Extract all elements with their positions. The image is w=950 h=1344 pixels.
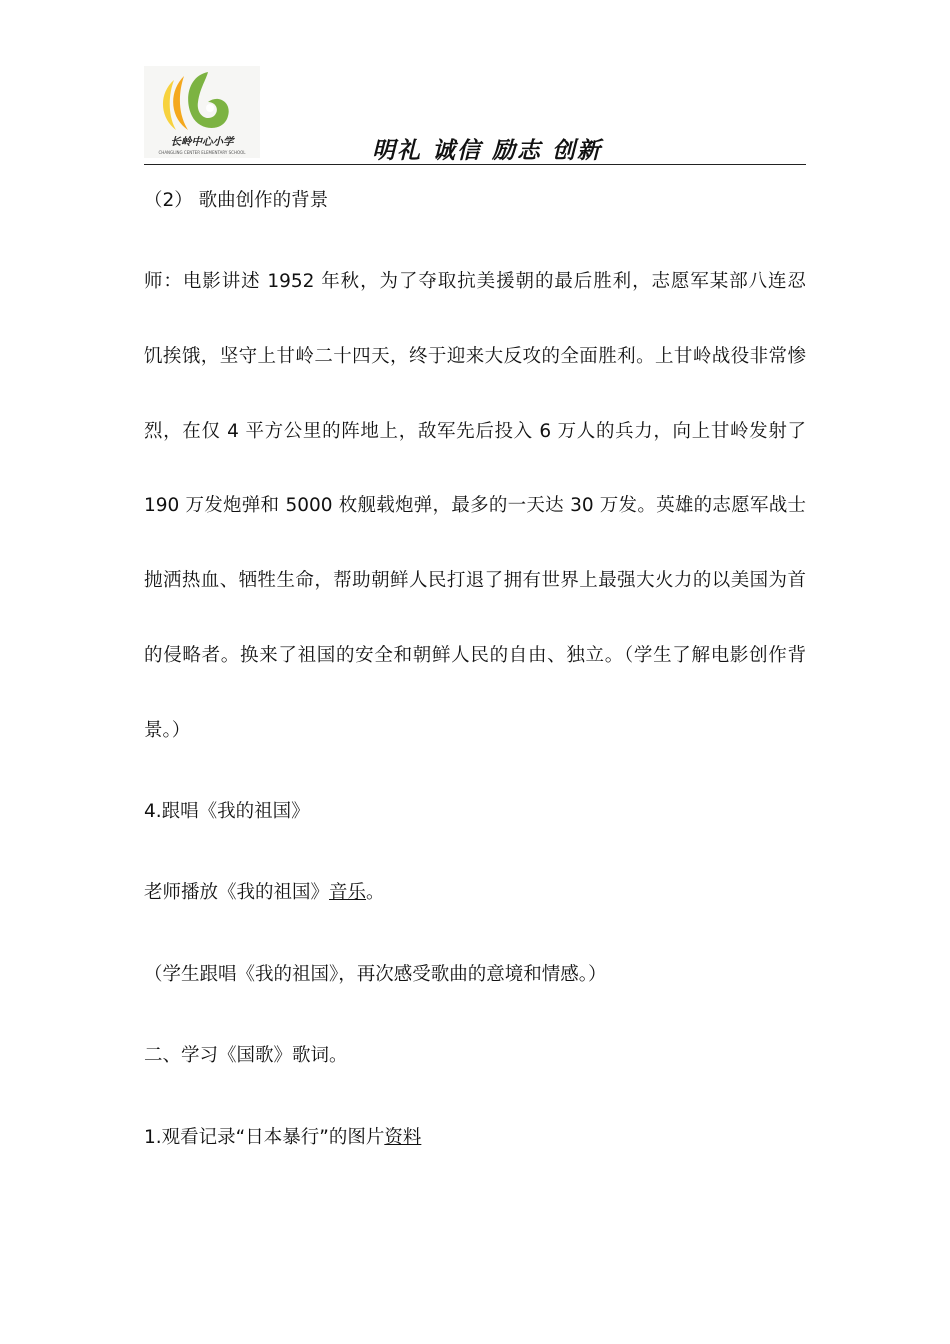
paragraph-line-4: 190 万发炮弹和 5000 枚舰载炮弹，最多的一天达 30 万发。英雄的志愿军战士	[144, 495, 806, 516]
part-2-step-1-text: 1.观看记录“日本暴行”的图片	[144, 1127, 385, 1148]
paragraph-line-6: 的侵略者。换来了祖国的安全和朝鲜人民的自由、独立。（学生了解电影创作背	[144, 645, 806, 666]
paragraph-line-2: 饥挨饿，坚守上甘岭二十四天，终于迎来大反攻的全面胜利。上甘岭战役非常惨	[144, 346, 806, 367]
paragraph-line-3: 烈，在仅 4 平方公里的阵地上，敌军先后投入 6 万人的兵力，向上甘岭发射了	[144, 421, 806, 442]
step-4-line-text: 老师播放《我的祖国》	[144, 882, 330, 903]
school-logo	[144, 66, 260, 158]
paragraph-line-1: 师：电影讲述 1952 年秋，为了夺取抗美援朝的最后胜利，志愿军某部八连忍	[144, 271, 806, 292]
step-4-note: （学生跟唱《我的祖国》，再次感受歌曲的意境和情感。）	[144, 964, 607, 985]
school-emblem-icon	[144, 66, 260, 158]
svg-text:长岭中心小学: 长岭中心小学	[170, 136, 234, 148]
paragraph-line-5: 抛洒热血、牺牲生命，帮助朝鲜人民打退了拥有世界上最强大火力的以美国为首	[144, 570, 806, 591]
page-header	[144, 66, 806, 166]
part-2-title: 二、学习《国歌》歌词。	[144, 1045, 348, 1066]
svg-text:CHANGLING CENTER ELEMENTARY SC: CHANGLING CENTER ELEMENTARY SCHOOL	[158, 150, 246, 155]
step-4-title: 4.跟唱《我的祖国》	[144, 801, 310, 822]
part-2-step-1	[144, 1125, 806, 1151]
school-motto: 明礼 诚信 励志 创新	[372, 137, 603, 164]
music-link[interactable]: 音乐	[329, 882, 367, 903]
step-4-line-end: 。	[366, 882, 385, 903]
paragraph-line-7: 景。）	[144, 720, 191, 741]
section-title: （2） 歌曲创作的背景	[144, 190, 329, 211]
materials-link[interactable]: 资料	[384, 1127, 422, 1148]
header-divider	[144, 164, 806, 165]
step-4-line	[144, 880, 806, 906]
